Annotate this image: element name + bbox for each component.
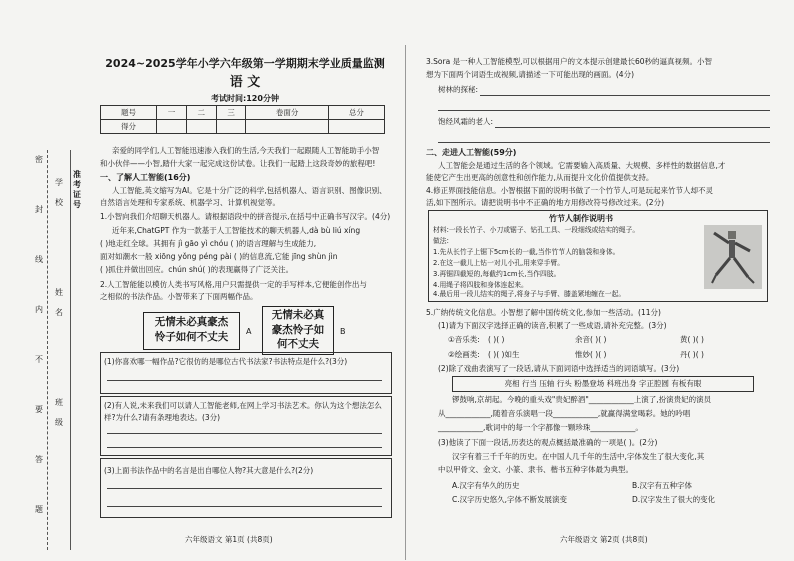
calligraphy-line: 无情未必真	[271, 309, 325, 321]
page-divider	[405, 45, 406, 560]
answer-line	[107, 488, 382, 489]
answer-line[interactable]	[438, 142, 770, 143]
option-b[interactable]: B.汉字有五种字体	[632, 481, 693, 490]
q5-blank[interactable]: 黄( )( )	[680, 335, 704, 344]
score-cell[interactable]	[157, 120, 187, 134]
q5-2-text: 从____________,随着音乐演唱一段____________,就赢得满堂喝彩。她的吟唱	[438, 409, 691, 418]
answer-line[interactable]	[438, 110, 770, 111]
manual-line: 4.用绳子将四肢和身体连起来。	[433, 281, 528, 289]
name-field-label: 班	[55, 398, 63, 407]
manual-line: 2.在这一截儿上钻一对儿小孔,用来穿手臂。	[433, 259, 564, 267]
section-2-text: 人工智能会是通过生活的各个领域。它需要输入高质量、大规模、多样性的数据信息,才	[438, 161, 726, 170]
name-field-label: 级	[55, 418, 63, 427]
seal-char: 密	[35, 155, 43, 164]
q5-blank[interactable]: ( )( )	[488, 335, 505, 344]
q5-3-text: 中以甲骨文、金文、小篆、隶书、楷书五种字体最为典型。	[438, 465, 633, 474]
manual-line: 1.先从长竹子上锯下5cm长的一截,当作竹节人的脑袋和身体。	[433, 248, 620, 256]
question-4: 4.修正界面技能信息。小智根据下面的说明书做了一个竹节人,可是玩起来竹节人却不灵	[426, 186, 714, 195]
manual-line: 4.最后用一段儿结实的绳子,将身子与手臂、膝盖紧地缠在一起。	[433, 290, 626, 298]
q5-2-text: ____________,歌词中的每一个字都像一颗珍珠____________。	[438, 423, 643, 432]
exam-title: 2024~2025学年小学六年级第一学期期末学业质量监测	[105, 57, 385, 70]
page-1-footer: 六年级语文 第1页 (共8页)	[185, 535, 273, 544]
q5-blank[interactable]: 惟妙( )( )	[575, 350, 607, 359]
option-c[interactable]: C.汉字历史悠久,字体不断发展演变	[452, 495, 568, 504]
question-1-line: 近年来,ChatGPT 作为一款基于人工智能技术的聊天机器人,dà bù liú xíng	[112, 226, 361, 235]
intro-line: 和小伙伴——小智,踏什大家一起完成这份试卷。让我们一起踏上这段奇妙的旅程吧!	[100, 159, 376, 168]
question-2-1: (1)你喜欢哪一幅作品?它很仿的是哪位古代书法家?书法特点是什么?(3分)	[104, 357, 348, 366]
section-2-title: 二、走进人工智能(59分)	[426, 148, 517, 157]
question-5-1: (1)请为下面汉字选择正确的读音,积累了一些成语,请补充完整。(3分)	[438, 321, 667, 330]
q5-row-label: ②绘画类:	[448, 350, 480, 359]
q5-blank[interactable]: 余音( )( )	[575, 335, 607, 344]
answer-box-2-1[interactable]	[100, 352, 392, 394]
score-header: 总分	[328, 106, 384, 120]
seal-char: 要	[35, 405, 43, 414]
work-b-label: B	[340, 327, 346, 336]
calligraphy-work-a	[143, 312, 240, 350]
section-2-text: 能使它产生出更高的创意性和创作能力,从而提升文化价值提供支持。	[426, 173, 654, 182]
name-field-label: 学	[55, 178, 63, 187]
question-5-3: (3)他读了下面一段话,历表达的观点概括最准确的一项是( )。(2分)	[438, 438, 658, 447]
seal-char: 题	[35, 505, 43, 514]
seal-char: 不	[35, 355, 43, 364]
exam-number-label: 准考证号	[73, 170, 81, 209]
section-1-text: 人工智能,英文缩写为AI。它是十分广泛的科学,包括机器人、语言识别、图像识别、	[112, 186, 387, 195]
score-row-label: 得分	[101, 120, 157, 134]
subject-title: 语 文	[229, 75, 261, 90]
answer-line	[107, 433, 382, 434]
question-2-2: (2)有人说,未来我们可以请人工智能老师,在网上学习书法艺术。你认为这个想法怎么	[104, 401, 382, 410]
question-5-2: (2)除了戏曲表演写了一段话,请从下面词语中选择适当的词语填写。(3分)	[438, 364, 680, 373]
option-d[interactable]: D.汉字发生了很大的变化	[632, 495, 716, 504]
figure-head	[728, 231, 736, 239]
question-3-line: 想为下面两个词语生成视频,请描述一下可能出现的画面。(4分)	[426, 70, 635, 79]
name-field-label: 姓	[55, 288, 63, 297]
question-2: 2.人工智能能以模仿人类书写风格,用户只需提供一定的手写样本,它便能创作出与	[100, 280, 367, 289]
calligraphy-line: 怜子如何不丈夫	[154, 331, 229, 343]
score-cell[interactable]	[328, 120, 384, 134]
q5-3-text: 汉字有着三千千年的历史。在中国人几千年的生活中,字体发生了很大变化,其	[452, 452, 705, 461]
question-1-line: ( )抓住并做出回应。chún shú( )的表现赢得了广泛关注。	[100, 265, 294, 274]
manual-line: 材料:一段长竹子、小刀或锯子、钻孔工具、一段细线或结实的绳子。	[433, 226, 640, 234]
name-field-label: 名	[55, 308, 63, 317]
score-header: 二	[186, 106, 216, 120]
question-1-line: ( )地走红全球。其拥有 jì gāo yì chóu ( )的语言理解与生成能力,	[100, 239, 317, 248]
answer-line	[107, 380, 382, 381]
seal-char: 内	[35, 305, 43, 314]
question-2-2-line: 样?为什么?请有条理地表达。(3分)	[104, 413, 221, 422]
calligraphy-line: 何不丈夫	[277, 338, 319, 350]
intro-line: 亲爱的同学们,人工智能迅速渗入我们的生活,今天我们一起跟随人工智能助手小智	[112, 146, 380, 155]
name-field-label: 校	[55, 198, 63, 207]
score-cell[interactable]	[216, 120, 246, 134]
answer-box-2-3[interactable]	[100, 458, 392, 518]
page-2-footer: 六年级语文 第2页 (共8页)	[560, 535, 648, 544]
question-2-3: (3)上面书法作品中的名言是出自哪位人物?其大意是什么?(2分)	[104, 466, 314, 475]
question-3: 3.Sora 是一种人工智能模型,可以根据用户的文本提示创建最长60秒的逼真视频。小智	[426, 57, 712, 66]
score-table	[100, 105, 385, 134]
q5-row-label: ①音乐类:	[448, 335, 480, 344]
answer-line[interactable]	[495, 127, 770, 128]
seal-char: 答	[35, 455, 43, 464]
question-1-line: 面对如潮水一般 xiōng yǒng péng pài ( )的信息流,它能 jīng shùn jìn	[100, 252, 338, 261]
bamboo-figure-image	[704, 225, 762, 289]
answer-line[interactable]	[480, 95, 770, 96]
question-5: 5.广纳传统文化信息。小智想了解中国传统文化,参加一些活动。(11分)	[426, 308, 661, 317]
answer-line	[107, 447, 382, 448]
manual-box	[428, 210, 768, 302]
section-1-text: 自然语言处理和专家系统、机器学习、计算机视觉等。	[100, 198, 280, 207]
score-header: 一	[157, 106, 187, 120]
exam-time: 考试时间:120分钟	[211, 94, 279, 103]
question-1: 1.小智向我们介绍聊天机器人。请根据语段中的拼音提示,在括号中正确书写汉字。(4分)	[100, 212, 391, 221]
manual-title: 竹节人制作说明书	[549, 214, 613, 223]
seal-line	[47, 150, 48, 550]
q5-blank[interactable]: 丹( )( )	[680, 350, 704, 359]
score-header: 卷面分	[246, 106, 328, 120]
score-header: 三	[216, 106, 246, 120]
score-header: 题号	[101, 106, 157, 120]
calligraphy-line: 无情未必真豪杰	[154, 316, 229, 328]
answer-box-2-2[interactable]	[100, 396, 392, 456]
score-cell[interactable]	[246, 120, 328, 134]
question-4-line: 活,如下图所示。请把说明书中不正确的地方用修改符号修改过来。(2分)	[426, 198, 665, 207]
question-2-line: 之相似的书法作品。小智带来了下面两幅作品。	[100, 292, 258, 301]
seal-char: 线	[35, 255, 43, 264]
question-3-b: 饱经风霜的老人:	[438, 117, 494, 126]
seal-char: 封	[35, 205, 43, 214]
binding-strip	[30, 150, 90, 555]
calligraphy-line: 豪杰怜子如	[271, 323, 325, 336]
q5-2-text: 锣鼓响,京胡起。今晚的重头戏"贵妃醉酒"____________上演了,扮演贵妃的演员	[452, 395, 712, 404]
manual-line: 做法:	[433, 237, 449, 245]
q5-blank[interactable]: ( )( )如生	[488, 350, 520, 359]
manual-line: 3.再锯四截短的,每截约1cm长,当作四肢。	[433, 270, 561, 278]
answer-line	[107, 506, 382, 507]
option-a[interactable]: A.汉字有华久的历史	[452, 481, 520, 490]
word-bank: 亮相 行当 压轴 行头 粉墨登场 科班出身 字正腔圆 有板有眼	[452, 376, 754, 392]
work-a-label: A	[246, 327, 252, 336]
section-1-title: 一、了解人工智能(16分)	[100, 173, 191, 182]
score-cell[interactable]	[186, 120, 216, 134]
calligraphy-work-b	[262, 306, 334, 355]
question-3-a: 树林的探秘:	[438, 85, 479, 94]
binding-rule	[70, 150, 71, 550]
